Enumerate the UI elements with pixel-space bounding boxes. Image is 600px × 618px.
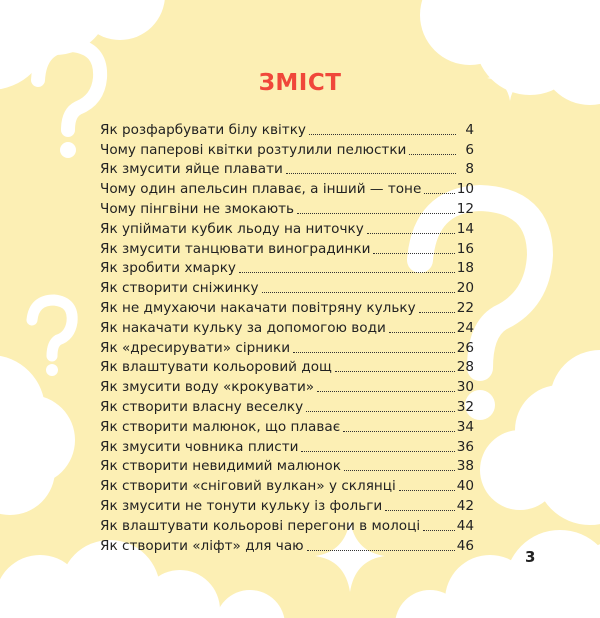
toc-entry-title: Як змусити воду «крокувати» (100, 379, 315, 396)
toc-entry-page: 42 (456, 497, 474, 514)
toc-entry-title: Як створити сніжинку (100, 280, 259, 297)
toc-dot-leader (409, 154, 456, 155)
toc-entry-title: Як змусити яйце плавати (100, 161, 283, 178)
toc-entry (100, 395, 474, 415)
toc-entry-page: 22 (456, 299, 474, 316)
toc-entry-page: 32 (456, 398, 474, 415)
toc-entry (100, 474, 474, 494)
toc-entry-title: Чому пінгвіни не змокають (100, 200, 295, 217)
toc-entry (100, 237, 474, 257)
question-mark-icon (46, 364, 58, 376)
toc-entry-title: Як створити «ліфт» для чаю (100, 537, 304, 554)
toc-entry-title: Як розфарбувати білу квітку (100, 121, 306, 138)
toc-entry (100, 375, 474, 395)
toc-entry-page: 44 (456, 517, 474, 534)
toc-entry (100, 177, 474, 197)
toc-entry (100, 197, 474, 217)
toc-entry (100, 276, 474, 296)
toc-entry-page: 40 (456, 478, 474, 495)
toc-entry (100, 336, 474, 356)
toc-dot-leader (286, 173, 456, 174)
toc-entry (100, 435, 474, 455)
toc-dot-leader (317, 391, 455, 392)
toc-dot-leader (297, 213, 455, 214)
toc-entry-title: Як «дресирувати» сірники (100, 339, 291, 356)
toc-entry-page: 10 (456, 181, 474, 198)
toc-entry (100, 316, 474, 336)
toc-entry-title: Як створити малюнок, що плаває (100, 418, 341, 435)
toc-entry-page: 26 (456, 339, 474, 356)
toc-entry-page: 8 (465, 161, 474, 178)
toc-dot-leader (306, 411, 455, 412)
toc-entry-title: Як змусити танцювати виноградинки (100, 240, 371, 257)
page-title: ЗМІСТ (258, 70, 342, 96)
page-number: 3 (525, 548, 536, 566)
cloud-icon (0, 355, 75, 515)
toc-entry-page: 16 (456, 240, 474, 257)
table-of-contents (100, 118, 474, 554)
toc-dot-leader (373, 253, 454, 254)
toc-entry-page: 12 (456, 200, 474, 217)
toc-entry (100, 534, 474, 554)
toc-dot-leader (399, 490, 455, 491)
toc-entry-title: Як змусити човника плисти (100, 438, 299, 455)
toc-dot-leader (262, 292, 455, 293)
toc-dot-leader (424, 193, 454, 194)
toc-dot-leader (389, 332, 455, 333)
toc-entry-title: Як влаштувати кольоровий дощ (100, 359, 332, 376)
toc-entry-title: Як не дмухаючи накачати повітряну кульку (100, 299, 416, 316)
toc-entry (100, 118, 474, 138)
toc-entry (100, 257, 474, 277)
toc-dot-leader (344, 470, 455, 471)
toc-entry (100, 138, 474, 158)
toc-entry-page: 46 (456, 537, 474, 554)
toc-entry-page: 30 (456, 379, 474, 396)
toc-entry (100, 514, 474, 534)
toc-entry-title: Чому паперові квітки розтулили пелюстки (100, 141, 407, 158)
toc-entry-page: 20 (456, 280, 474, 297)
toc-entry-title: Як створити «сніговий вулкан» у склянці (100, 478, 396, 495)
toc-entry-title: Як упіймати кубик льоду на ниточку (100, 220, 364, 237)
toc-dot-leader (367, 233, 455, 234)
toc-entry-title: Як створити невидимий малюнок (100, 458, 341, 475)
toc-entry-page: 4 (465, 121, 474, 138)
toc-dot-leader (307, 550, 455, 551)
toc-dot-leader (343, 431, 455, 432)
toc-entry-page: 24 (456, 319, 474, 336)
toc-entry (100, 455, 474, 475)
toc-dot-leader (335, 371, 455, 372)
toc-dot-leader (423, 530, 455, 531)
toc-entry-page: 18 (456, 260, 474, 277)
question-mark-icon (32, 300, 72, 356)
toc-entry-title: Як змусити не тонути кульку із фольги (100, 497, 383, 514)
toc-dot-leader (385, 510, 455, 511)
toc-entry (100, 296, 474, 316)
toc-entry-title: Чому один апельсин плаває, а інший — тоне (100, 181, 422, 198)
toc-entry-title: Як влаштувати кольорові перегони в молоці (100, 517, 421, 534)
toc-entry (100, 158, 474, 178)
question-mark-icon (60, 142, 76, 158)
toc-dot-leader (239, 272, 455, 273)
toc-entry (100, 217, 474, 237)
toc-entry-page: 14 (456, 220, 474, 237)
toc-entry-page: 28 (456, 359, 474, 376)
toc-dot-leader (419, 312, 455, 313)
toc-entry-title: Як створити власну веселку (100, 398, 304, 415)
cloud-icon (480, 350, 600, 525)
toc-entry-page: 36 (456, 438, 474, 455)
toc-entry-page: 34 (456, 418, 474, 435)
toc-entry-title: Як накачати кульку за допомогою води (100, 319, 386, 336)
toc-dot-leader (309, 134, 456, 135)
toc-entry-page: 6 (465, 141, 474, 158)
toc-dot-leader (301, 451, 454, 452)
toc-entry (100, 356, 474, 376)
toc-entry-title: Як зробити хмарку (100, 260, 236, 277)
toc-dot-leader (293, 352, 455, 353)
toc-entry (100, 494, 474, 514)
toc-entry (100, 415, 474, 435)
toc-entry-page: 38 (456, 458, 474, 475)
